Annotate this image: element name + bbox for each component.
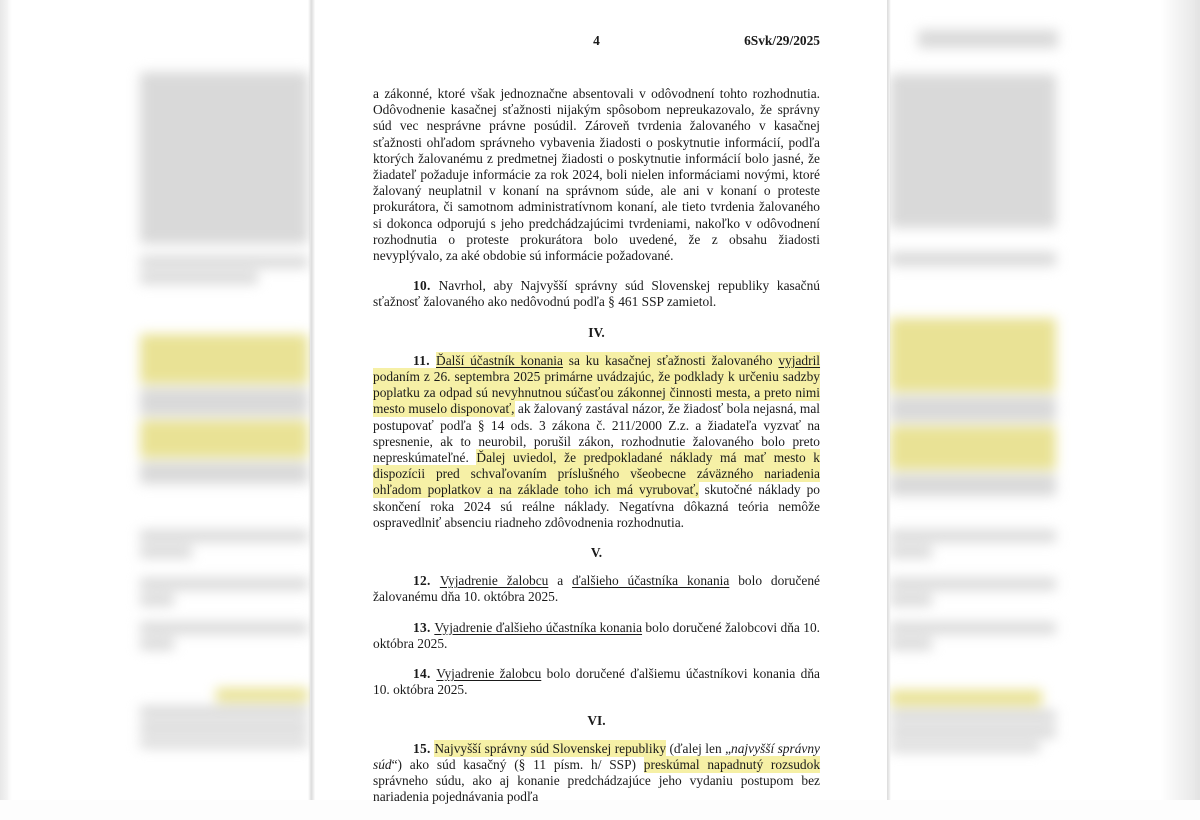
text-segment: bolo doručené žalovanému dňa 10. októbra 2025. [373, 573, 820, 605]
viewer-edge-right [1160, 0, 1200, 800]
section-heading-V: V. [590, 545, 603, 561]
text-segment: najvyšší správny súd [373, 740, 820, 772]
text-segment: skutočné náklady po skončení roka 2024 sú reálne náklady. Negatívna dôkazná teória nemôže ospravedlniť absenciu riadneho zdôvodnenia rozhodnutia. [373, 482, 820, 530]
text-segment: Vyjadrenie žalobcu [436, 666, 542, 682]
page-number: 4 [593, 33, 600, 48]
paragraph-number: 11. [413, 352, 437, 368]
text-segment: správneho súdu, ako aj konanie predchádzajúce jeho vydaniu postupom bez nariadenia pojednávania podľa [373, 773, 820, 805]
text-segment: a [548, 573, 573, 589]
text-segment: ak žalovaný zastával názor, že žiadosť bola nejasná, mal postupovať podľa § 14 ods. 3 zákona č. 211/2000 Z.z. a žiadateľa vyzvať na spresnenie, ak to neurobil, porušil zákon, rozhodnutie žalovaného bolo preto nepreskúmateľné. [373, 401, 821, 466]
viewer-edge-left [0, 0, 12, 800]
text-segment: bolo doručené ďalšiemu účastníkovi konania dňa 10. októbra 2025. [373, 666, 820, 698]
previous-page-preview[interactable] [8, 0, 310, 800]
highlighted-text: Ďalej uviedol, že predpokladané náklady má mať mesto k dispozícii pred schvaľovaním príslušného všeobecne záväzného nariadenia ohľadom poplatkov a na základe toho ich má vyrubovať, [373, 450, 820, 498]
highlighted-text: podaním z 26. septembra 2025 primárne uvádzajúc, že podklady k určeniu sadzby poplatku za odpad sú nevyhnutnou súčasťou zákonnej činnosti mesta, a preto nimi mesto muselo disponovať, [373, 369, 820, 417]
highlighted-text: preskúmal napadnutý rozsudok [643, 756, 821, 772]
highlighted-text: Ďalší účastník konania [436, 352, 563, 368]
text-segment: Vyjadrenie žalobcu [439, 573, 549, 589]
page-gutter-left [308, 0, 315, 800]
section-heading-VI: VI. [587, 712, 606, 728]
paragraph-number: 15. [413, 740, 435, 756]
paragraph-12 [373, 573, 820, 605]
paragraph-number: 12. [413, 573, 440, 589]
blurred-page-content [890, 0, 1195, 800]
page-header [373, 33, 820, 51]
blurred-page-content [8, 0, 310, 800]
text-segment: (ďalej len „ [666, 740, 732, 756]
text-segment: ďalšieho účastníka konania [572, 573, 730, 589]
text-segment: Vyjadrenie ďalšieho účastníka konania [434, 619, 643, 635]
paragraph-14 [373, 666, 820, 698]
highlighted-text: sa ku kasačnej sťažnosti žalovaného [562, 352, 779, 368]
paragraph-number: 10. [413, 278, 439, 294]
paragraph-15 [373, 741, 820, 806]
paragraph-number: 13. [413, 619, 435, 635]
paragraph-number: 14. [413, 666, 437, 682]
document-page [315, 0, 887, 805]
text-segment: bolo doručené žalobcovi dňa 10. októbra 2025. [373, 619, 820, 651]
highlighted-text: Najvyšší správny súd Slovenskej republiky [434, 740, 667, 756]
text-segment: Navrhol, aby Najvyšší správny súd Slovenskej republiky kasačnú sťažnosť žalovaného ako nedôvodnú podľa § 461 SSP zamietol. [373, 278, 820, 310]
paragraph-10 [373, 278, 820, 310]
paragraph-continued [373, 86, 820, 264]
text-segment: a zákonné, ktoré však jednoznačne absentovali v odôvodnení tohto rozhodnutia. Odôvodnenie kasačnej sťažnosti nijakým spôsobom nepreukazovalo, že správny súd vec nesprávne právne posúdil. Zároveň tvrdenia žalovaného v kasačnej sťažnosti ohľadom správneho vybavenia žiadosti o poskytnutie informácií, podľa ktorých žalovanému z predmetnej žiadosti o poskytnutie informácií bolo jasné, že žiadateľ požaduje informácie za rok 2024, boli nielen informáciami novými, ktoré žalovaný neuplatnil v konaní na správnom súde, ale ani v konaní o proteste prokurátora, či samotnom administratívnom konaní, ale tieto tvrdenia žalovaného si dokonca odporujú s jeho predchádzajúcimi tvrdeniami, nakoľko v odôvodnení rozhodnutia o proteste prokurátora bolo uvedené, že z obsahu žiadosti nevyplývalo, za aké obdobie sú informácie požadované. [373, 86, 820, 264]
highlighted-text: vyjadril [778, 352, 821, 368]
next-page-preview[interactable] [890, 0, 1195, 800]
paragraph-11 [373, 353, 820, 531]
case-number: 6Svk/29/2025 [744, 33, 820, 48]
paragraph-13 [373, 620, 820, 652]
section-heading-IV: IV. [588, 324, 605, 340]
document-body [373, 86, 820, 820]
text-segment: “) ako súd kasačný (§ 11 písm. h/ SSP) [391, 756, 644, 772]
